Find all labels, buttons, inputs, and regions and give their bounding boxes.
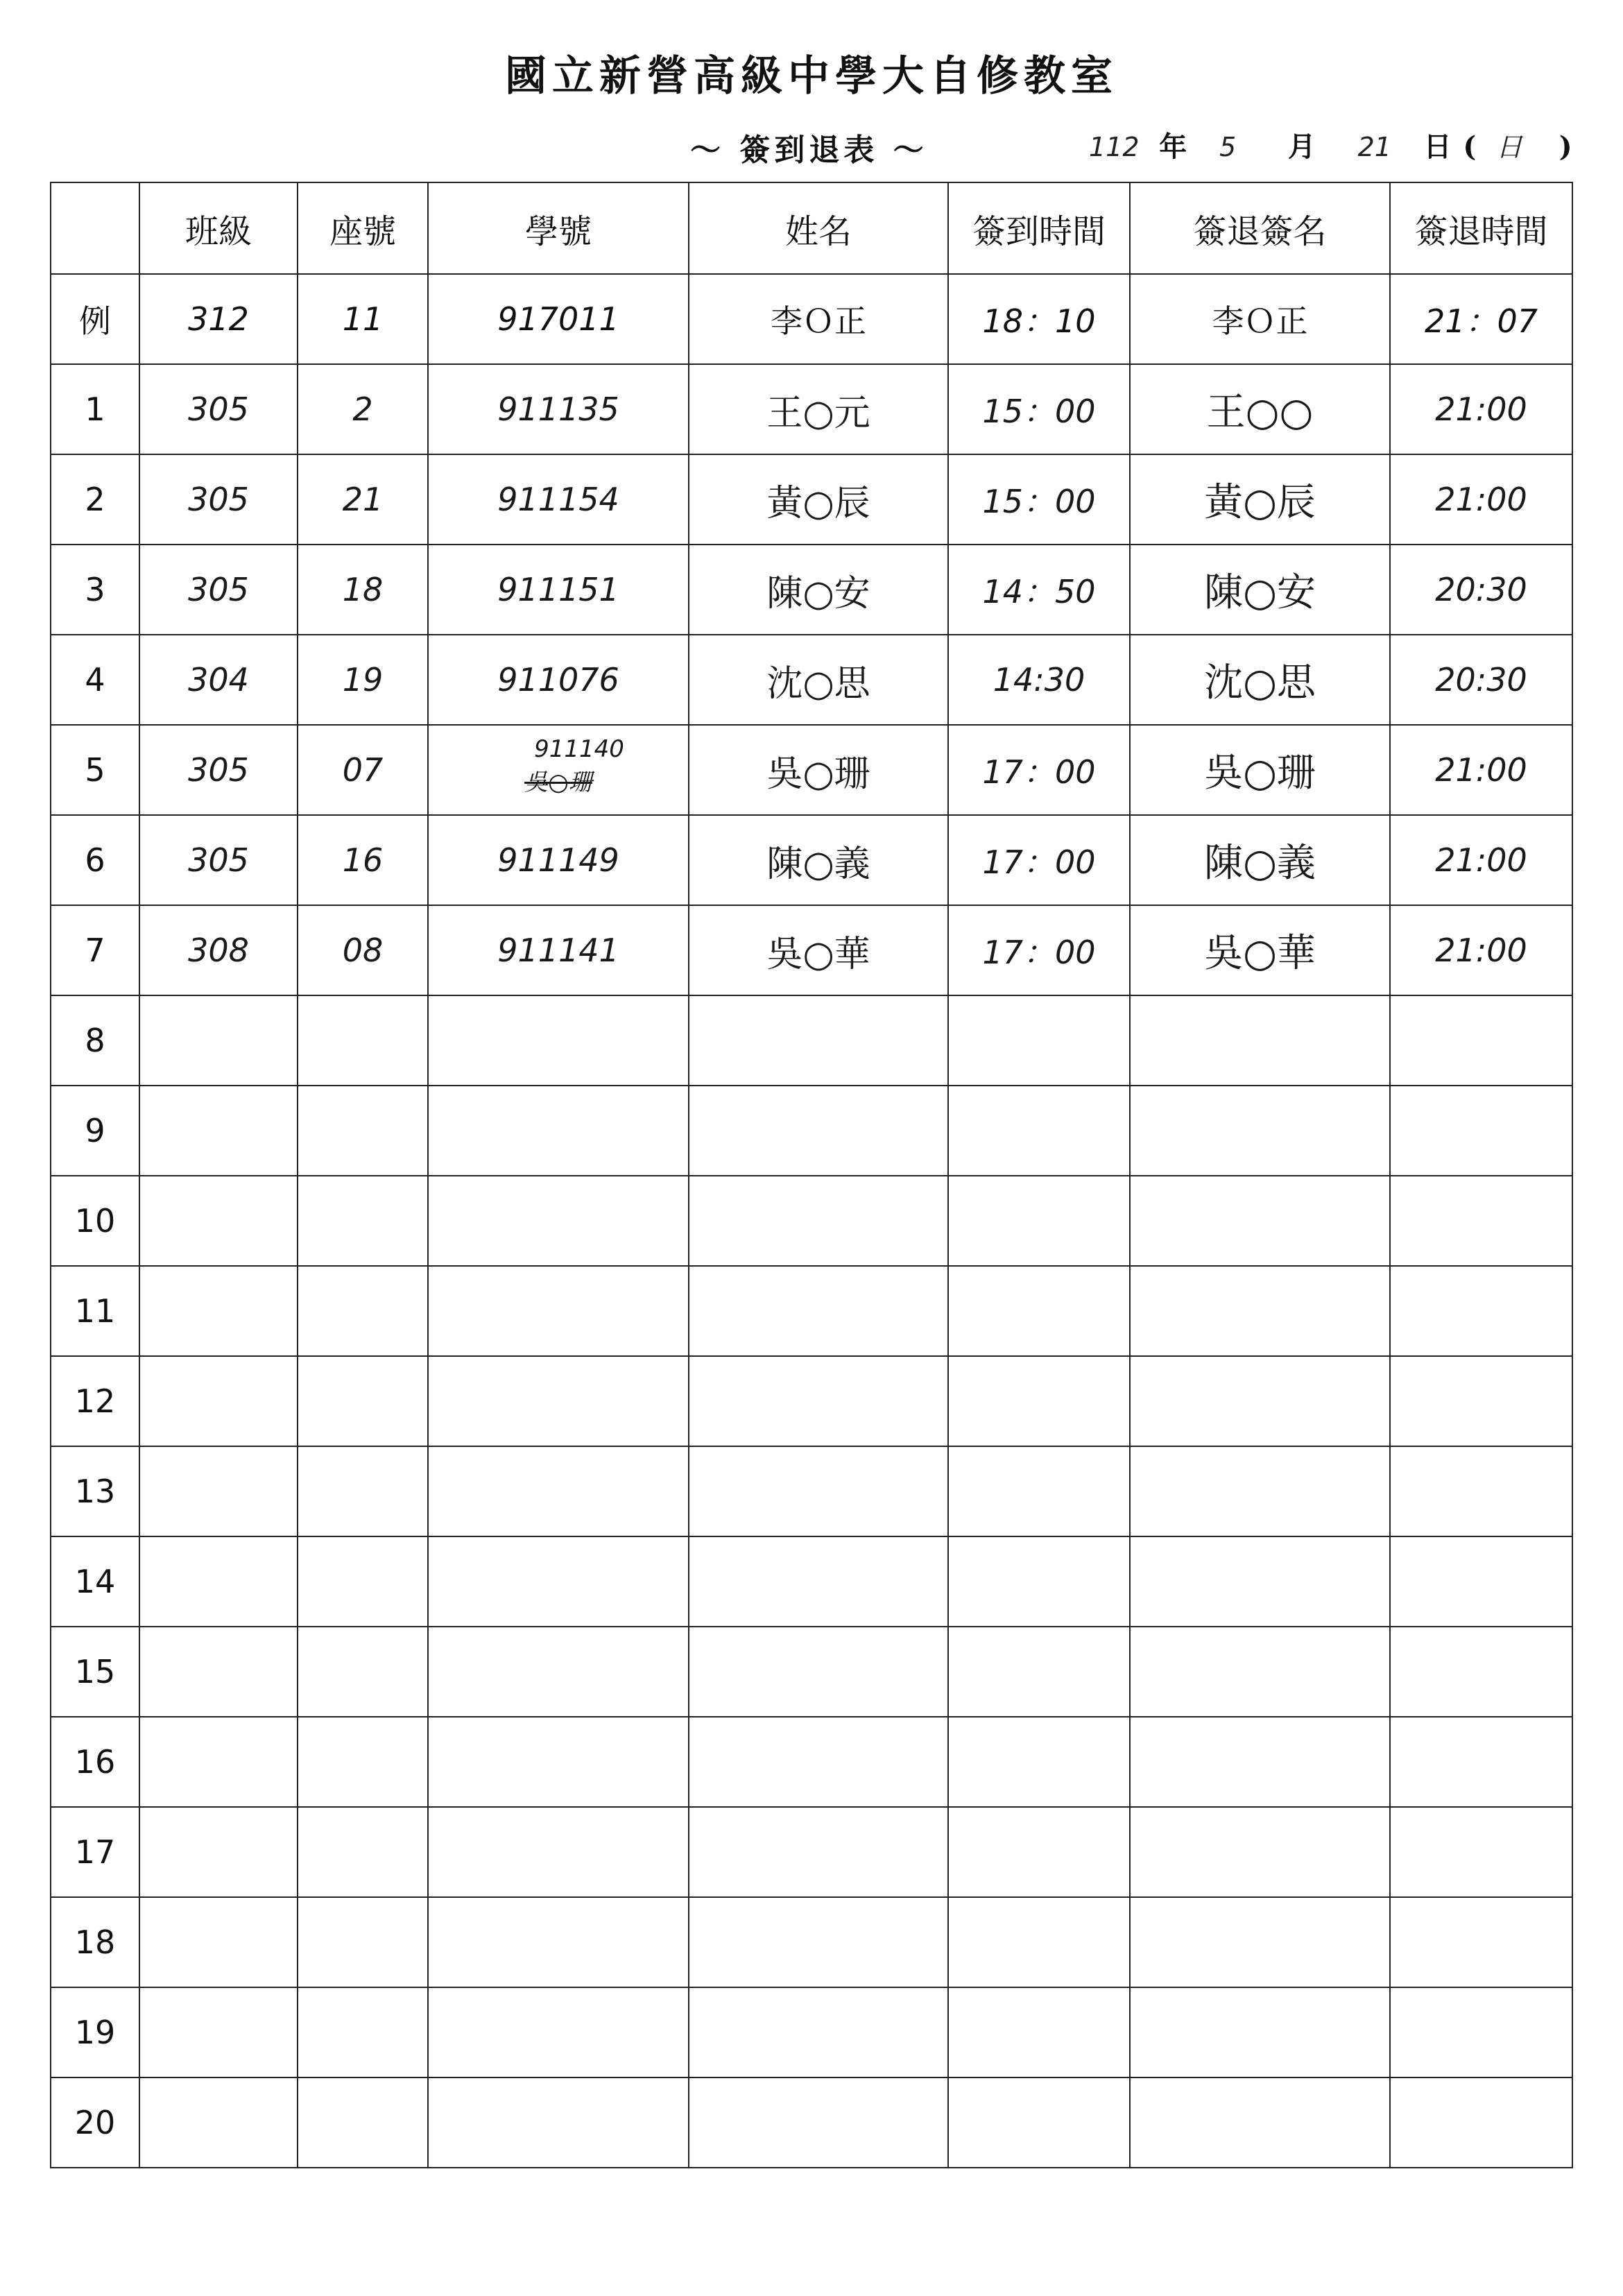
row-name[interactable] [689,1897,948,1987]
row-sign-out-time: 21:00 [1390,815,1572,905]
row-sign-out-signature[interactable] [1130,1536,1390,1627]
table-row [51,635,1572,725]
row-seat: 19 [298,635,428,725]
row-class[interactable] [139,1897,298,1987]
date-day-label: 日 [1423,130,1452,163]
row-seat[interactable] [298,1266,428,1356]
date-month-label: 月 [1287,130,1316,163]
row-class[interactable] [139,1627,298,1717]
table-header-row [51,182,1572,274]
row-number: 8 [51,995,139,1086]
row-number: 12 [51,1356,139,1446]
row-sign-out-time[interactable] [1390,1627,1572,1717]
row-number: 4 [51,635,139,725]
form-title: 國立新營高級中學大自修教室 [505,52,1118,101]
row-sign-in-time: 17：00 [948,725,1130,815]
row-sign-out-signature[interactable] [1130,2077,1390,2168]
row-class: 304 [139,635,298,725]
row-sign-out-time[interactable] [1390,1536,1572,1627]
row-seat[interactable] [298,1627,428,1717]
row-number: 3 [51,545,139,635]
row-seat: 16 [298,815,428,905]
row-student-id[interactable] [428,1266,689,1356]
table-row [51,1807,1572,1897]
row-seat[interactable] [298,1897,428,1987]
row-sign-in-time: 15：00 [948,454,1130,545]
row-sign-out-time[interactable] [1390,1176,1572,1266]
row-sign-out-signature: 吳○華 [1130,905,1390,995]
sign-in-out-table [50,182,1573,2168]
column-header-sign-out-signature: 簽退簽名 [1130,182,1390,274]
row-name: 王○元 [689,364,948,454]
row-sign-out-time[interactable] [1390,1086,1572,1176]
column-header-seat: 座號 [298,182,428,274]
row-seat: 18 [298,545,428,635]
table-row [51,1356,1572,1446]
example-label: 例 [51,274,139,364]
row-class[interactable] [139,1176,298,1266]
row-class[interactable] [139,2077,298,2168]
row-name: 陳○安 [689,545,948,635]
row-class[interactable] [139,1356,298,1446]
row-student-id: 911149 [428,815,689,905]
row-sign-out-signature[interactable] [1130,1627,1390,1717]
row-number: 14 [51,1536,139,1627]
row-name[interactable] [689,2077,948,2168]
date-day: 21 [1357,132,1391,162]
row-sign-in-time[interactable] [948,1717,1130,1807]
row-class[interactable] [139,1446,298,1536]
example-sign-in-time: 18：10 [948,274,1130,364]
row-number: 7 [51,905,139,995]
table-row [51,1176,1572,1266]
row-seat[interactable] [298,1536,428,1627]
row-seat[interactable] [298,2077,428,2168]
row-sign-out-signature[interactable] [1130,1356,1390,1446]
row-student-id[interactable] [428,1807,689,1897]
row-sign-in-time[interactable] [948,1266,1130,1356]
row-student-id: 911076 [428,635,689,725]
row-student-id[interactable] [428,1536,689,1627]
student-id-correction [492,735,624,797]
row-name[interactable] [689,1266,948,1356]
date-year-label: 年 [1159,130,1187,163]
row-name[interactable] [689,1717,948,1807]
row-student-id: 911141 [428,905,689,995]
row-sign-in-time: 17：00 [948,815,1130,905]
row-sign-out-time[interactable] [1390,1807,1572,1897]
row-seat[interactable] [298,1086,428,1176]
row-sign-in-time[interactable] [948,1176,1130,1266]
row-class: 305 [139,815,298,905]
row-name: 吳○華 [689,905,948,995]
row-number: 2 [51,454,139,545]
row-sign-out-signature[interactable] [1130,1176,1390,1266]
row-name[interactable] [689,1627,948,1717]
date-weekday-open: ( [1463,130,1477,163]
row-sign-out-time: 21:00 [1390,905,1572,995]
table-row [51,364,1572,454]
example-class: 312 [139,274,298,364]
row-sign-in-time[interactable] [948,1627,1130,1717]
row-sign-out-time[interactable] [1390,1266,1572,1356]
row-name: 陳○義 [689,815,948,905]
row-student-id[interactable] [428,1086,689,1176]
struck-out-entry: 吳○珊 [524,769,592,796]
row-seat[interactable] [298,1356,428,1446]
row-sign-out-signature[interactable] [1130,1897,1390,1987]
row-class[interactable] [139,1807,298,1897]
row-class: 305 [139,364,298,454]
row-sign-out-time: 21:00 [1390,725,1572,815]
example-sign-out-signature: 李Ｏ正 [1130,274,1390,364]
row-seat[interactable] [298,1446,428,1536]
row-sign-out-signature[interactable] [1130,995,1390,1086]
example-seat: 11 [298,274,428,364]
row-sign-out-signature[interactable] [1130,1266,1390,1356]
row-sign-out-signature: 陳○義 [1130,815,1390,905]
row-sign-out-time: 21:00 [1390,364,1572,454]
column-header-sign-in-time: 簽到時間 [948,182,1130,274]
form-subtitle: ～ 簽到退表 ～ [690,132,928,168]
row-sign-in-time: 14：50 [948,545,1130,635]
row-name[interactable] [689,1446,948,1536]
row-class: 305 [139,725,298,815]
row-number: 15 [51,1627,139,1717]
row-sign-out-time[interactable] [1390,2077,1572,2168]
row-student-id[interactable] [428,1717,689,1807]
row-sign-in-time[interactable] [948,1897,1130,1987]
row-name[interactable] [689,1536,948,1627]
row-sign-out-time: 20:30 [1390,545,1572,635]
row-name[interactable] [689,1086,948,1176]
row-sign-out-signature: 王○○ [1130,364,1390,454]
row-sign-out-signature[interactable] [1130,1807,1390,1897]
row-student-id[interactable] [428,1446,689,1536]
date-year: 112 [1089,132,1140,162]
row-sign-in-time[interactable] [948,1356,1130,1446]
table-row [51,1717,1572,1807]
row-class[interactable] [139,1266,298,1356]
column-header-class: 班級 [139,182,298,274]
row-sign-in-time: 17：00 [948,905,1130,995]
table-row [51,1266,1572,1356]
table-row [51,725,1572,815]
row-number: 13 [51,1446,139,1536]
row-student-id[interactable] [428,1356,689,1446]
row-sign-in-time[interactable] [948,1807,1130,1897]
row-number: 9 [51,1086,139,1176]
form-date [1089,125,1572,164]
row-number: 5 [51,725,139,815]
row-sign-out-signature[interactable] [1130,1987,1390,2077]
date-weekday: 日 [1496,132,1523,162]
row-sign-out-time[interactable] [1390,1987,1572,2077]
row-sign-in-time[interactable] [948,1446,1130,1536]
table-row [51,545,1572,635]
row-number: 1 [51,364,139,454]
column-header-index [51,182,139,274]
row-sign-in-time[interactable] [948,1987,1130,2077]
row-number: 10 [51,1176,139,1266]
row-sign-out-signature: 吳○珊 [1130,725,1390,815]
row-student-id[interactable] [428,1627,689,1717]
corrected-student-id: 911140 [534,735,624,763]
row-seat[interactable] [298,1176,428,1266]
row-sign-in-time: 15：00 [948,364,1130,454]
row-seat[interactable] [298,995,428,1086]
example-row [51,274,1572,364]
example-name: 李Ｏ正 [689,274,948,364]
row-name[interactable] [689,1987,948,2077]
date-month: 5 [1219,132,1237,162]
table-row [51,1627,1572,1717]
row-number: 20 [51,2077,139,2168]
row-sign-out-time: 21:00 [1390,454,1572,545]
row-sign-out-signature[interactable] [1130,1717,1390,1807]
row-student-id[interactable] [428,995,689,1086]
row-class: 308 [139,905,298,995]
row-class[interactable] [139,1086,298,1176]
row-student-id [428,725,689,815]
row-sign-in-time[interactable] [948,1086,1130,1176]
row-class[interactable] [139,995,298,1086]
row-number: 11 [51,1266,139,1356]
date-weekday-close: ) [1558,130,1572,163]
row-name: 黃○辰 [689,454,948,545]
row-student-id[interactable] [428,2077,689,2168]
table-row [51,1897,1572,1987]
table-row [51,995,1572,1086]
row-sign-in-time: 14:30 [948,635,1130,725]
row-seat: 07 [298,725,428,815]
row-sign-out-time[interactable] [1390,1446,1572,1536]
row-sign-in-time[interactable] [948,2077,1130,2168]
table-row [51,2077,1572,2168]
row-class: 305 [139,545,298,635]
example-sign-out-time: 21：07 [1390,274,1572,364]
row-class[interactable] [139,1536,298,1627]
row-name[interactable] [689,1176,948,1266]
row-sign-out-signature: 沈○思 [1130,635,1390,725]
row-name[interactable] [689,1356,948,1446]
row-class: 305 [139,454,298,545]
row-sign-out-time[interactable] [1390,1897,1572,1987]
row-number: 18 [51,1897,139,1987]
row-sign-out-signature: 黃○辰 [1130,454,1390,545]
row-number: 6 [51,815,139,905]
row-number: 19 [51,1987,139,2077]
table-row [51,1536,1572,1627]
row-sign-out-time[interactable] [1390,1356,1572,1446]
row-student-id[interactable] [428,1176,689,1266]
row-student-id: 911154 [428,454,689,545]
row-seat[interactable] [298,1717,428,1807]
row-number: 16 [51,1717,139,1807]
row-student-id[interactable] [428,1987,689,2077]
column-header-name: 姓名 [689,182,948,274]
column-header-sign-out-time: 簽退時間 [1390,182,1572,274]
row-sign-in-time[interactable] [948,995,1130,1086]
row-name[interactable] [689,995,948,1086]
row-sign-out-time: 20:30 [1390,635,1572,725]
row-sign-out-time[interactable] [1390,1717,1572,1807]
row-student-id: 911135 [428,364,689,454]
column-header-student-id: 學號 [428,182,689,274]
table-row [51,815,1572,905]
row-class[interactable] [139,1717,298,1807]
row-class[interactable] [139,1987,298,2077]
row-name: 吳○珊 [689,725,948,815]
row-seat[interactable] [298,1987,428,2077]
table-row [51,454,1572,545]
row-sign-out-signature[interactable] [1130,1086,1390,1176]
row-student-id: 911151 [428,545,689,635]
table-row [51,905,1572,995]
table-row [51,1086,1572,1176]
row-sign-out-signature[interactable] [1130,1446,1390,1536]
example-student-id: 917011 [428,274,689,364]
row-sign-out-signature: 陳○安 [1130,545,1390,635]
table-row [51,1446,1572,1536]
row-student-id[interactable] [428,1897,689,1987]
row-sign-out-time[interactable] [1390,995,1572,1086]
row-seat: 08 [298,905,428,995]
row-name[interactable] [689,1807,948,1897]
row-seat: 21 [298,454,428,545]
row-number: 17 [51,1807,139,1897]
row-seat[interactable] [298,1807,428,1897]
row-seat: 2 [298,364,428,454]
table-row [51,1987,1572,2077]
row-sign-in-time[interactable] [948,1536,1130,1627]
row-name: 沈○思 [689,635,948,725]
